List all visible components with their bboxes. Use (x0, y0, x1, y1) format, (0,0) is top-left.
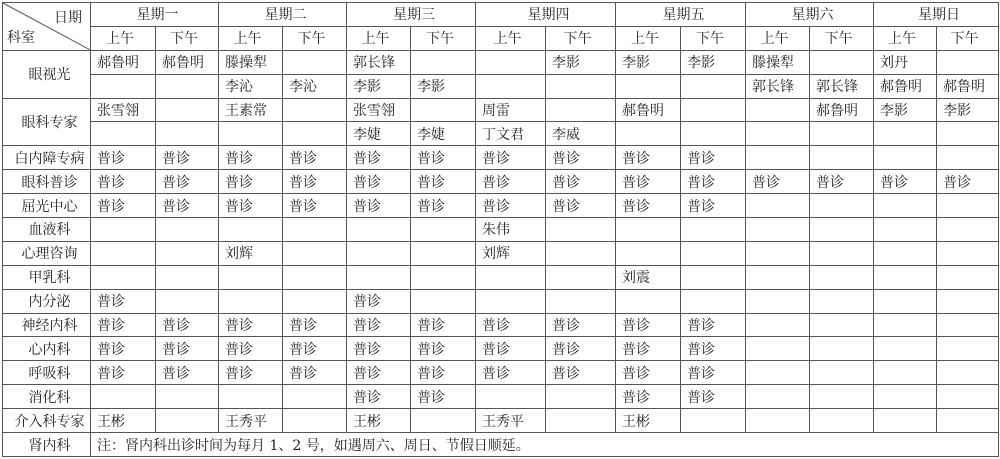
schedule-cell (937, 50, 999, 74)
day-header: 星期一 (91, 3, 219, 27)
schedule-cell (810, 241, 874, 265)
footnote: 注：肾内科出诊时间为每月 1、2 号，如遇周六、周日、节假日顺延。 (91, 433, 999, 457)
schedule-cell (476, 74, 546, 98)
schedule-cell: 普诊 (91, 146, 156, 170)
department-name: 眼视光 (3, 50, 91, 98)
morning-header: 上午 (616, 26, 681, 50)
schedule-cell (874, 289, 937, 313)
afternoon-header: 下午 (937, 26, 999, 50)
schedule-cell (156, 409, 219, 433)
schedule-cell (746, 194, 810, 218)
schedule-cell: 普诊 (283, 194, 347, 218)
schedule-cell: 普诊 (411, 170, 476, 194)
schedule-cell: 刘辉 (219, 241, 283, 265)
day-header: 星期六 (746, 3, 874, 27)
schedule-cell (219, 289, 283, 313)
schedule-cell: 郝鲁明 (937, 74, 999, 98)
schedule-cell: 普诊 (156, 146, 219, 170)
schedule-cell (91, 122, 156, 146)
schedule-cell (681, 409, 746, 433)
department-row (3, 241, 999, 265)
department-row (3, 337, 999, 361)
schedule-cell: 李影 (347, 74, 411, 98)
schedule-cell: 普诊 (476, 361, 546, 385)
schedule-cell: 普诊 (476, 337, 546, 361)
schedule-cell (347, 218, 411, 242)
schedule-cell: 朱伟 (476, 218, 546, 242)
schedule-cell: 郭长锋 (810, 74, 874, 98)
afternoon-header: 下午 (283, 26, 347, 50)
day-header-row (3, 3, 999, 27)
schedule-cell (546, 265, 616, 289)
schedule-cell (937, 385, 999, 409)
schedule-cell (616, 122, 681, 146)
schedule-cell (746, 313, 810, 337)
schedule-cell: 普诊 (616, 385, 681, 409)
schedule-cell: 普诊 (347, 337, 411, 361)
schedule-cell (283, 265, 347, 289)
schedule-cell: 李影 (616, 50, 681, 74)
schedule-cell (546, 74, 616, 98)
schedule-cell: 普诊 (411, 194, 476, 218)
schedule-cell: 张雪翎 (347, 98, 411, 122)
schedule-cell (156, 98, 219, 122)
department-row (3, 170, 999, 194)
schedule-cell (681, 122, 746, 146)
schedule-cell (546, 385, 616, 409)
schedule-cell: 普诊 (219, 194, 283, 218)
schedule-cell: 普诊 (283, 313, 347, 337)
afternoon-header: 下午 (156, 26, 219, 50)
schedule-cell (156, 385, 219, 409)
schedule-cell (810, 50, 874, 74)
schedule-cell (874, 265, 937, 289)
date-label: 日期 (54, 10, 82, 26)
schedule-cell: 普诊 (91, 170, 156, 194)
schedule-cell (746, 289, 810, 313)
schedule-cell: 普诊 (283, 170, 347, 194)
schedule-cell: 普诊 (681, 146, 746, 170)
schedule-cell (746, 122, 810, 146)
schedule-cell: 普诊 (411, 146, 476, 170)
schedule-cell (937, 289, 999, 313)
schedule-cell: 普诊 (219, 313, 283, 337)
schedule-cell (283, 409, 347, 433)
schedule-cell (746, 265, 810, 289)
schedule-cell (219, 218, 283, 242)
schedule-cell: 普诊 (219, 146, 283, 170)
schedule-cell: 刘丹 (874, 50, 937, 74)
schedule-cell (937, 409, 999, 433)
schedule-cell: 李沁 (219, 74, 283, 98)
schedule-cell (746, 361, 810, 385)
schedule-cell (874, 146, 937, 170)
schedule-cell: 王秀平 (219, 409, 283, 433)
schedule-cell: 普诊 (347, 146, 411, 170)
schedule-cell (283, 385, 347, 409)
schedule-cell: 普诊 (411, 385, 476, 409)
schedule-cell: 滕操犁 (746, 50, 810, 74)
schedule-cell (476, 289, 546, 313)
schedule-cell (810, 218, 874, 242)
schedule-cell: 普诊 (476, 194, 546, 218)
schedule-cell (91, 385, 156, 409)
schedule-cell (810, 313, 874, 337)
schedule-cell: 普诊 (347, 361, 411, 385)
schedule-cell: 普诊 (219, 361, 283, 385)
schedule-cell (283, 98, 347, 122)
schedule-cell: 李影 (937, 98, 999, 122)
department-name: 肾内科 (3, 433, 91, 457)
schedule-cell: 普诊 (156, 170, 219, 194)
schedule-cell (810, 409, 874, 433)
schedule-cell (156, 74, 219, 98)
schedule-cell: 普诊 (681, 385, 746, 409)
schedule-cell (616, 241, 681, 265)
schedule-cell: 李影 (681, 50, 746, 74)
schedule-cell (937, 313, 999, 337)
department-row (3, 50, 999, 74)
afternoon-header: 下午 (681, 26, 746, 50)
schedule-cell: 张雪翎 (91, 98, 156, 122)
morning-header: 上午 (476, 26, 546, 50)
schedule-cell: 普诊 (546, 194, 616, 218)
schedule-cell (937, 241, 999, 265)
schedule-cell: 王彬 (91, 409, 156, 433)
schedule-cell (874, 194, 937, 218)
schedule-cell (411, 409, 476, 433)
schedule-cell (476, 385, 546, 409)
schedule-cell (283, 289, 347, 313)
schedule-cell: 普诊 (411, 337, 476, 361)
schedule-cell (937, 265, 999, 289)
schedule-cell (219, 265, 283, 289)
schedule-cell (874, 313, 937, 337)
department-row (3, 122, 999, 146)
department-row (3, 265, 999, 289)
schedule-cell (874, 385, 937, 409)
schedule-cell (616, 218, 681, 242)
afternoon-header: 下午 (411, 26, 476, 50)
schedule-cell: 郝鲁明 (874, 74, 937, 98)
schedule-cell (746, 385, 810, 409)
schedule-cell (283, 218, 347, 242)
schedule-cell: 普诊 (156, 361, 219, 385)
schedule-cell: 普诊 (546, 361, 616, 385)
schedule-cell (810, 337, 874, 361)
schedule-cell: 普诊 (616, 313, 681, 337)
department-name: 屈光中心 (3, 194, 91, 218)
schedule-cell: 郝鲁明 (810, 98, 874, 122)
schedule-cell (156, 218, 219, 242)
schedule-cell: 丁文君 (476, 122, 546, 146)
schedule-cell (616, 289, 681, 313)
schedule-cell: 刘辉 (476, 241, 546, 265)
schedule-cell (810, 146, 874, 170)
schedule-cell: 王素常 (219, 98, 283, 122)
schedule-cell (411, 265, 476, 289)
schedule-cell: 李威 (546, 122, 616, 146)
schedule-table (2, 2, 999, 457)
schedule-cell (874, 337, 937, 361)
schedule-cell: 普诊 (546, 146, 616, 170)
schedule-cell (616, 74, 681, 98)
schedule-cell: 普诊 (219, 337, 283, 361)
schedule-cell (810, 265, 874, 289)
schedule-cell (91, 241, 156, 265)
schedule-cell: 普诊 (681, 361, 746, 385)
department-row (3, 194, 999, 218)
department-name: 眼科普诊 (3, 170, 91, 194)
schedule-cell: 周雷 (476, 98, 546, 122)
schedule-cell: 王彬 (347, 409, 411, 433)
department-row (3, 218, 999, 242)
schedule-cell: 郝鲁明 (91, 50, 156, 74)
day-header: 星期三 (347, 3, 476, 27)
schedule-cell: 滕操犁 (219, 50, 283, 74)
schedule-cell: 普诊 (681, 313, 746, 337)
schedule-cell: 普诊 (283, 361, 347, 385)
schedule-cell (546, 289, 616, 313)
schedule-cell (156, 122, 219, 146)
schedule-cell (411, 218, 476, 242)
schedule-cell: 普诊 (91, 289, 156, 313)
schedule-cell: 李婕 (411, 122, 476, 146)
schedule-cell (810, 385, 874, 409)
schedule-cell (937, 218, 999, 242)
schedule-cell (746, 218, 810, 242)
schedule-cell: 普诊 (476, 313, 546, 337)
schedule-cell (937, 146, 999, 170)
schedule-cell (681, 74, 746, 98)
schedule-cell (156, 265, 219, 289)
schedule-cell: 李影 (411, 74, 476, 98)
schedule-cell (91, 265, 156, 289)
schedule-cell (937, 337, 999, 361)
department-name: 眼科专家 (3, 98, 91, 146)
day-header: 星期日 (874, 3, 999, 27)
schedule-cell (874, 122, 937, 146)
schedule-cell: 李沁 (283, 74, 347, 98)
morning-header: 上午 (347, 26, 411, 50)
schedule-cell: 普诊 (347, 170, 411, 194)
department-row (3, 98, 999, 122)
department-name: 血液科 (3, 218, 91, 242)
day-header: 星期五 (616, 3, 746, 27)
schedule-cell: 普诊 (546, 337, 616, 361)
schedule-cell: 普诊 (616, 337, 681, 361)
schedule-cell: 普诊 (411, 313, 476, 337)
schedule-cell: 郭长锋 (746, 74, 810, 98)
department-name: 呼吸科 (3, 361, 91, 385)
schedule-cell (546, 218, 616, 242)
department-name: 心理咨询 (3, 241, 91, 265)
department-row (3, 361, 999, 385)
schedule-cell: 普诊 (937, 170, 999, 194)
department-name: 介入科专家 (3, 409, 91, 433)
schedule-cell (156, 241, 219, 265)
morning-header: 上午 (874, 26, 937, 50)
schedule-cell (810, 122, 874, 146)
schedule-cell (91, 74, 156, 98)
department-name: 内分泌 (3, 289, 91, 313)
schedule-cell (283, 50, 347, 74)
schedule-cell: 普诊 (91, 337, 156, 361)
schedule-cell (810, 194, 874, 218)
half-day-header-row (3, 26, 999, 50)
schedule-cell: 普诊 (874, 170, 937, 194)
schedule-cell (411, 98, 476, 122)
schedule-cell: 普诊 (616, 146, 681, 170)
schedule-cell: 郝鲁明 (156, 50, 219, 74)
morning-header: 上午 (91, 26, 156, 50)
schedule-cell: 普诊 (411, 361, 476, 385)
schedule-cell (476, 50, 546, 74)
afternoon-header: 下午 (546, 26, 616, 50)
schedule-cell: 普诊 (681, 337, 746, 361)
schedule-cell: 普诊 (616, 361, 681, 385)
schedule-cell (746, 98, 810, 122)
schedule-cell: 普诊 (91, 361, 156, 385)
schedule-cell (411, 50, 476, 74)
schedule-cell: 普诊 (616, 194, 681, 218)
schedule-cell (681, 98, 746, 122)
schedule-cell (347, 241, 411, 265)
schedule-cell: 普诊 (347, 385, 411, 409)
schedule-cell: 普诊 (156, 194, 219, 218)
schedule-cell (546, 409, 616, 433)
schedule-cell (681, 265, 746, 289)
department-row (3, 289, 999, 313)
afternoon-header: 下午 (810, 26, 874, 50)
department-name: 神经内科 (3, 313, 91, 337)
schedule-cell (546, 98, 616, 122)
schedule-cell (283, 241, 347, 265)
schedule-cell: 郭长锋 (347, 50, 411, 74)
schedule-cell (810, 289, 874, 313)
department-label: 科室 (7, 29, 35, 46)
schedule-cell (681, 289, 746, 313)
department-row (3, 146, 999, 170)
morning-header: 上午 (746, 26, 810, 50)
department-row (3, 385, 999, 409)
schedule-cell (219, 385, 283, 409)
schedule-cell: 普诊 (156, 313, 219, 337)
schedule-cell: 普诊 (347, 289, 411, 313)
department-name: 甲乳科 (3, 265, 91, 289)
department-row (3, 74, 999, 98)
schedule-cell (476, 265, 546, 289)
schedule-cell: 普诊 (616, 170, 681, 194)
schedule-cell (746, 241, 810, 265)
schedule-cell: 普诊 (156, 337, 219, 361)
schedule-cell (91, 218, 156, 242)
schedule-cell: 普诊 (347, 194, 411, 218)
schedule-cell (546, 241, 616, 265)
schedule-cell: 普诊 (546, 170, 616, 194)
schedule-cell: 普诊 (681, 194, 746, 218)
schedule-cell (874, 361, 937, 385)
schedule-cell: 普诊 (681, 170, 746, 194)
schedule-cell (874, 409, 937, 433)
footer-row (3, 433, 999, 457)
schedule-cell (746, 337, 810, 361)
department-row (3, 313, 999, 337)
schedule-cell: 普诊 (746, 170, 810, 194)
department-row (3, 409, 999, 433)
day-header: 星期四 (476, 3, 616, 27)
corner-cell (3, 3, 91, 51)
schedule-cell: 刘震 (616, 265, 681, 289)
schedule-cell: 普诊 (91, 313, 156, 337)
schedule-cell (347, 265, 411, 289)
schedule-cell (411, 241, 476, 265)
schedule-cell: 普诊 (546, 313, 616, 337)
schedule-cell: 李婕 (347, 122, 411, 146)
schedule-cell: 普诊 (347, 313, 411, 337)
schedule-cell (874, 241, 937, 265)
schedule-cell (937, 361, 999, 385)
schedule-cell: 普诊 (91, 194, 156, 218)
day-header: 星期二 (219, 3, 347, 27)
schedule-cell (937, 194, 999, 218)
schedule-cell: 王彬 (616, 409, 681, 433)
department-name: 心内科 (3, 337, 91, 361)
schedule-cell (810, 361, 874, 385)
schedule-cell (746, 146, 810, 170)
schedule-cell (681, 241, 746, 265)
schedule-cell (219, 122, 283, 146)
schedule-cell: 普诊 (283, 337, 347, 361)
schedule-cell (681, 218, 746, 242)
department-name: 白内障专病 (3, 146, 91, 170)
schedule-cell (874, 218, 937, 242)
department-name: 消化科 (3, 385, 91, 409)
schedule-cell: 普诊 (283, 146, 347, 170)
schedule-cell: 李影 (874, 98, 937, 122)
schedule-cell (411, 289, 476, 313)
schedule-cell: 普诊 (810, 170, 874, 194)
schedule-cell: 普诊 (219, 170, 283, 194)
schedule-cell: 郝鲁明 (616, 98, 681, 122)
schedule-cell (156, 289, 219, 313)
schedule-cell (746, 409, 810, 433)
schedule-cell: 李影 (546, 50, 616, 74)
schedule-cell (937, 122, 999, 146)
schedule-cell: 普诊 (476, 170, 546, 194)
schedule-cell: 王秀平 (476, 409, 546, 433)
schedule-cell: 普诊 (476, 146, 546, 170)
morning-header: 上午 (219, 26, 283, 50)
schedule-cell (283, 122, 347, 146)
